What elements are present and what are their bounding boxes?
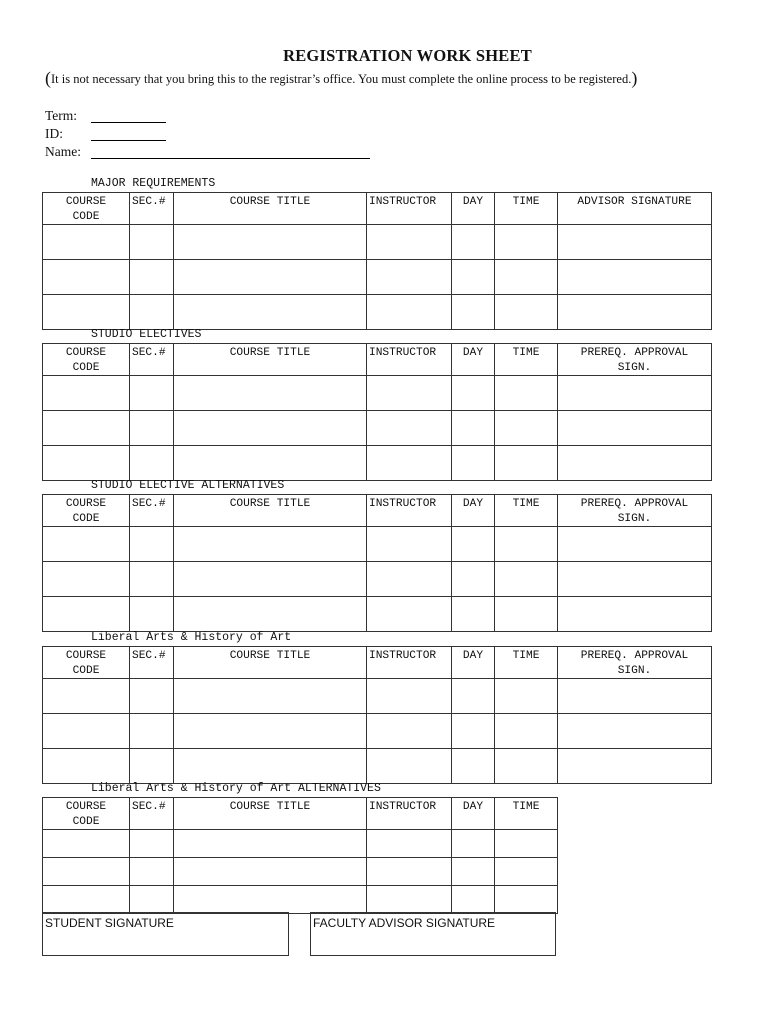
cell[interactable] [130,225,174,260]
cell[interactable] [367,411,452,446]
col-course-code: COURSE CODE [43,647,130,679]
cell[interactable] [452,562,495,597]
cell[interactable] [367,562,452,597]
col-sec: SEC.# [130,344,174,376]
col-course-code: COURSE CODE [43,344,130,376]
cell[interactable] [452,225,495,260]
section-label-liberal-arts-alternatives: Liberal Arts & History of Art ALTERNATIVES [91,782,381,795]
cell[interactable] [43,295,130,330]
table-row [43,886,558,914]
studio-elective-alternatives-table [42,494,712,632]
student-signature-box[interactable] [42,912,289,956]
cell[interactable] [495,446,558,481]
cell[interactable] [43,260,130,295]
cell[interactable] [367,858,452,886]
liberal-arts-alternatives-table [42,797,558,914]
table-row [43,714,712,749]
cell[interactable] [558,714,712,749]
cell[interactable] [558,446,712,481]
cell[interactable] [558,597,712,632]
cell[interactable] [174,225,367,260]
table-row [43,527,712,562]
table-row [43,562,712,597]
note-text: It is not necessary that you bring this to the registrar’s office. You must complete the online process to be registered. [51,72,632,86]
cell[interactable] [174,749,367,784]
cell[interactable] [452,679,495,714]
cell[interactable] [558,411,712,446]
cell[interactable] [174,714,367,749]
col-course-title: COURSE TITLE [174,495,367,527]
liberal-arts-table [42,646,712,784]
table-row [43,597,712,632]
col-course-title: COURSE TITLE [174,798,367,830]
cell[interactable] [174,376,367,411]
cell[interactable] [452,858,495,886]
cell[interactable] [367,679,452,714]
table-row [43,858,558,886]
section-label-studio-elective-alternatives: STUDIO ELECTIVE ALTERNATIVES [91,479,285,492]
col-instructor: INSTRUCTOR [367,495,452,527]
cell[interactable] [130,562,174,597]
note-close-paren: ) [631,68,638,88]
col-instructor: INSTRUCTOR [367,798,452,830]
cell[interactable] [558,749,712,784]
table-row [43,446,712,481]
cell[interactable] [452,527,495,562]
cell[interactable] [495,886,558,914]
cell[interactable] [367,295,452,330]
cell[interactable] [495,295,558,330]
cell[interactable] [174,886,367,914]
cell[interactable] [558,376,712,411]
cell[interactable] [367,749,452,784]
cell[interactable] [558,225,712,260]
table-row [43,225,712,260]
col-sec: SEC.# [130,193,174,225]
instruction-note [45,68,745,89]
col-course-title: COURSE TITLE [174,344,367,376]
cell[interactable] [558,562,712,597]
term-label: Term: [45,108,78,123]
table-row [43,749,712,784]
col-time: TIME [495,495,558,527]
cell[interactable] [130,527,174,562]
col-time: TIME [495,647,558,679]
term-line[interactable] [91,122,166,123]
cell[interactable] [367,527,452,562]
col-sec: SEC.# [130,798,174,830]
cell[interactable] [43,597,130,632]
studio-electives-table [42,343,712,481]
cell[interactable] [495,714,558,749]
table-row [43,376,712,411]
cell[interactable] [367,830,452,858]
id-line[interactable] [91,140,166,141]
table-row [43,260,712,295]
cell[interactable] [43,376,130,411]
cell[interactable] [130,260,174,295]
term-field[interactable] [45,108,77,124]
section-label-studio-electives: STUDIO ELECTIVES [91,328,202,341]
cell[interactable] [130,679,174,714]
cell[interactable] [558,527,712,562]
cell[interactable] [495,597,558,632]
cell[interactable] [367,260,452,295]
cell[interactable] [174,830,367,858]
cell[interactable] [43,527,130,562]
cell[interactable] [495,260,558,295]
cell[interactable] [43,858,130,886]
cell[interactable] [452,597,495,632]
col-instructor: INSTRUCTOR [367,193,452,225]
cell[interactable] [174,679,367,714]
cell[interactable] [495,749,558,784]
cell[interactable] [43,749,130,784]
cell[interactable] [558,679,712,714]
cell[interactable] [367,597,452,632]
table-row [43,411,712,446]
cell[interactable] [43,225,130,260]
cell[interactable] [130,597,174,632]
cell[interactable] [495,225,558,260]
cell[interactable] [452,260,495,295]
name-field[interactable] [45,144,81,160]
faculty-advisor-signature-box[interactable] [310,912,556,956]
cell[interactable] [130,376,174,411]
cell[interactable] [130,886,174,914]
cell[interactable] [367,714,452,749]
table-row [43,830,558,858]
cell[interactable] [495,562,558,597]
cell[interactable] [495,376,558,411]
cell[interactable] [452,714,495,749]
cell[interactable] [174,562,367,597]
col-prereq-approval: PREREQ. APPROVAL SIGN. [558,495,712,527]
cell[interactable] [452,886,495,914]
cell[interactable] [174,260,367,295]
cell[interactable] [452,749,495,784]
cell[interactable] [558,295,712,330]
cell[interactable] [43,679,130,714]
cell[interactable] [130,830,174,858]
cell[interactable] [130,446,174,481]
table-row [43,679,712,714]
cell[interactable] [452,411,495,446]
col-course-title: COURSE TITLE [174,193,367,225]
col-day: DAY [452,344,495,376]
cell[interactable] [452,446,495,481]
cell[interactable] [174,411,367,446]
cell[interactable] [495,858,558,886]
col-advisor-signature: ADVISOR SIGNATURE [558,193,712,225]
name-line[interactable] [91,158,370,159]
col-sec: SEC.# [130,647,174,679]
cell[interactable] [452,830,495,858]
col-instructor: INSTRUCTOR [367,344,452,376]
col-prereq-approval: PREREQ. APPROVAL SIGN. [558,344,712,376]
col-time: TIME [495,344,558,376]
cell[interactable] [130,858,174,886]
student-signature-label: STUDENT SIGNATURE [45,916,174,930]
col-sec: SEC.# [130,495,174,527]
col-day: DAY [452,798,495,830]
col-day: DAY [452,495,495,527]
cell[interactable] [43,886,130,914]
cell[interactable] [495,830,558,858]
cell[interactable] [43,446,130,481]
section-label-liberal-arts: Liberal Arts & History of Art [91,631,292,644]
cell[interactable] [43,714,130,749]
cell[interactable] [130,749,174,784]
cell[interactable] [174,597,367,632]
section-label-major-requirements: MAJOR REQUIREMENTS [91,177,216,190]
col-prereq-approval: PREREQ. APPROVAL SIGN. [558,647,712,679]
table-row [43,295,712,330]
cell[interactable] [174,446,367,481]
col-course-title: COURSE TITLE [174,647,367,679]
cell[interactable] [495,411,558,446]
note-open-paren: ( [45,68,51,88]
cell[interactable] [130,411,174,446]
cell[interactable] [130,714,174,749]
cell[interactable] [43,562,130,597]
cell[interactable] [43,830,130,858]
cell[interactable] [558,260,712,295]
col-instructor: INSTRUCTOR [367,647,452,679]
col-course-code: COURSE CODE [43,798,130,830]
cell[interactable] [495,527,558,562]
col-course-code: COURSE CODE [43,193,130,225]
id-field[interactable] [45,126,63,142]
cell[interactable] [174,858,367,886]
cell[interactable] [452,376,495,411]
name-label: Name: [45,144,81,159]
cell[interactable] [43,411,130,446]
col-day: DAY [452,647,495,679]
cell[interactable] [367,886,452,914]
id-label: ID: [45,126,63,141]
cell[interactable] [495,679,558,714]
cell[interactable] [367,225,452,260]
cell[interactable] [367,446,452,481]
major-requirements-table [42,192,712,330]
page-title: REGISTRATION WORK SHEET [283,46,532,65]
cell[interactable] [174,295,367,330]
col-course-code: COURSE CODE [43,495,130,527]
cell[interactable] [367,376,452,411]
cell[interactable] [452,295,495,330]
col-day: DAY [452,193,495,225]
cell[interactable] [174,527,367,562]
cell[interactable] [130,295,174,330]
faculty-advisor-signature-label: FACULTY ADVISOR SIGNATURE [313,916,496,930]
col-time: TIME [495,193,558,225]
col-time: TIME [495,798,558,830]
